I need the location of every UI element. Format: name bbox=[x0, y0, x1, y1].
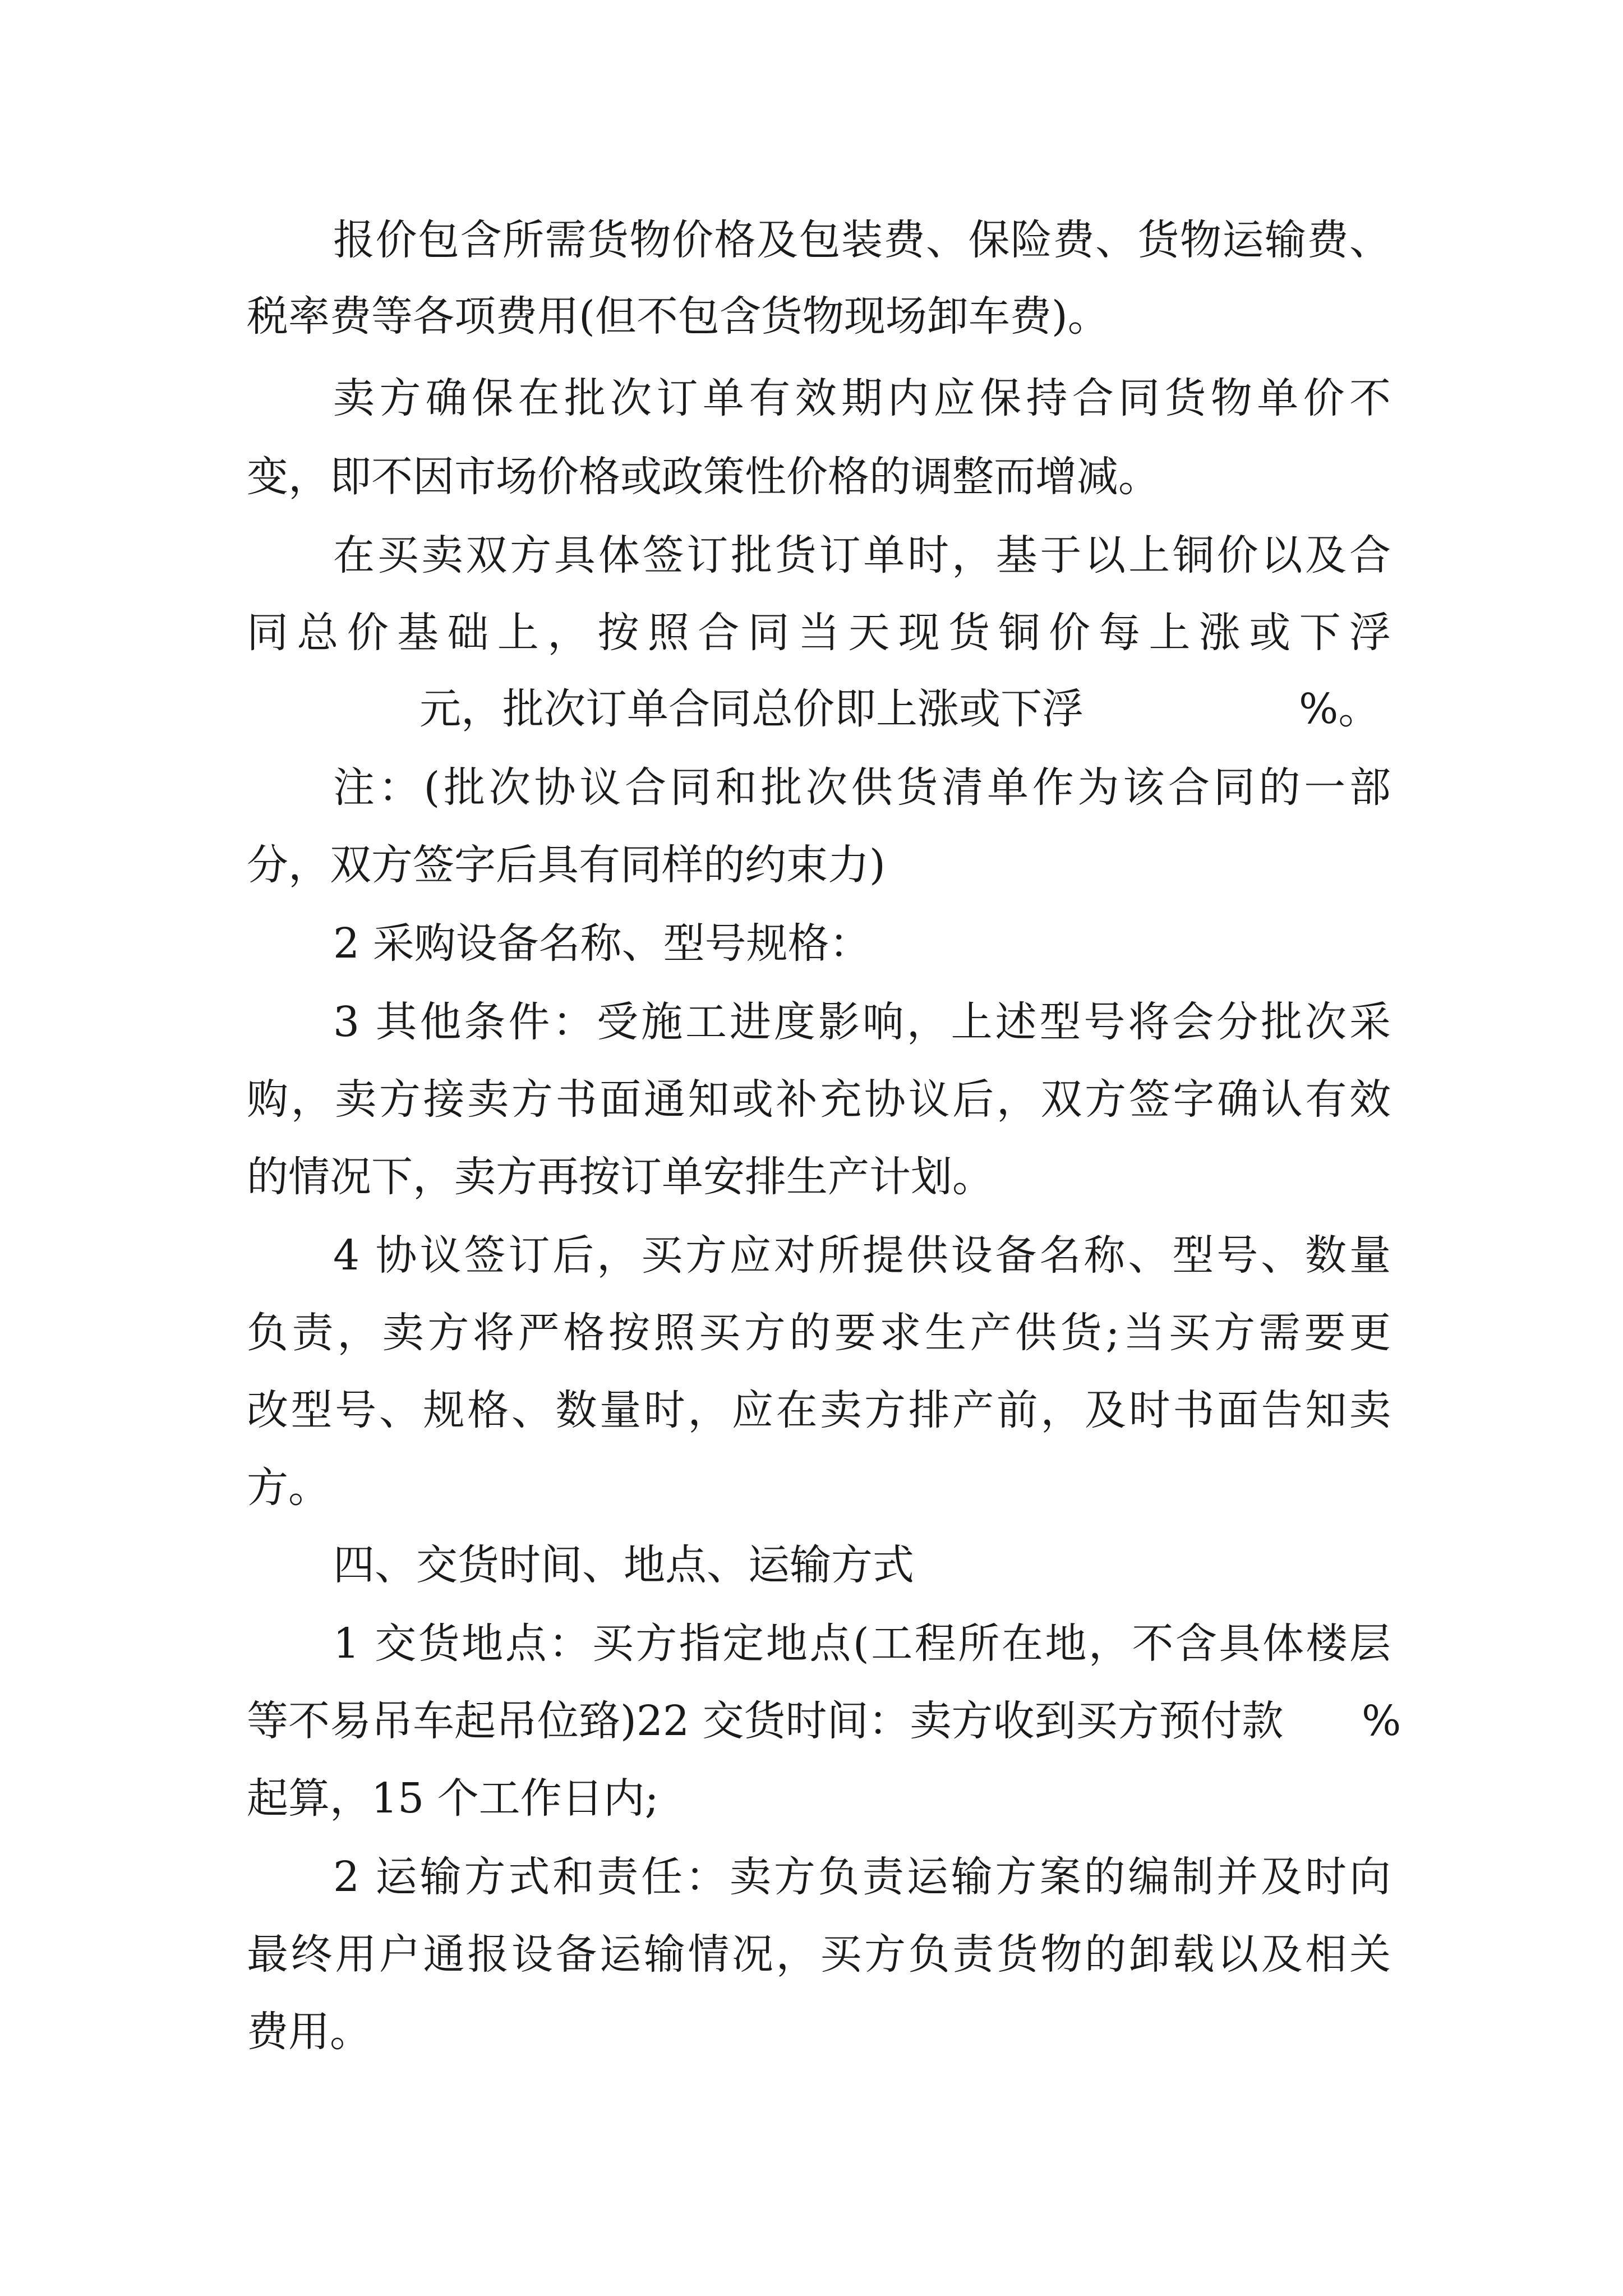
delivery-line-1: 1 交货地点：买方指定地点(工程所在地，不含具体楼层 bbox=[333, 1619, 1391, 1668]
price-percent-mark: %。 bbox=[1299, 685, 1380, 733]
transport-line-3: 费用。 bbox=[247, 2008, 371, 2056]
item-2-heading: 2 采购设备名称、型号规格： bbox=[333, 919, 871, 968]
item-4-line-3: 改型号、规格、数量时，应在卖方排产前，及时书面告知卖 bbox=[247, 1386, 1391, 1434]
transport-line-1: 2 运输方式和责任：卖方负责运输方案的编制并及时向 bbox=[333, 1853, 1391, 1901]
section-4-heading: 四、交货时间、地点、运输方式 bbox=[333, 1541, 914, 1589]
paragraph-line-3: 卖方确保在批次订单有效期内应保持合同货物单价不 bbox=[333, 374, 1391, 422]
item-4-line-1: 4 协议签订后，买方应对所提供设备名称、型号、数量 bbox=[333, 1231, 1391, 1280]
item-4-line-4: 方。 bbox=[247, 1464, 330, 1512]
paragraph-line-1: 报价包含所需货物价格及包装费、保险费、货物运输费、 bbox=[333, 216, 1391, 264]
price-clause-text: 元，批次订单合同总价即上涨或下浮 bbox=[419, 685, 1083, 733]
item-3-line-1: 3 其他条件：受施工进度影响，上述型号将会分批次采 bbox=[333, 998, 1391, 1046]
item-3-line-2: 购，卖方接卖方书面通知或补充协议后，双方签字确认有效 bbox=[247, 1075, 1391, 1124]
item-3-line-3: 的情况下，卖方再按订单安排生产计划。 bbox=[247, 1153, 994, 1201]
transport-line-2: 最终用户通报设备运输情况，买方负责货物的卸载以及相关 bbox=[247, 1930, 1391, 1978]
delivery-line-3: 起算，15 个工作日内; bbox=[247, 1774, 659, 1823]
delivery-percent-mark: % bbox=[1362, 1697, 1401, 1745]
paragraph-line-2: 税率费等各项费用(但不包含货物现场卸车费)。 bbox=[247, 292, 1109, 341]
paragraph-line-6: 同总价基础上，按照合同当天现货铜价每上涨或下浮 bbox=[247, 609, 1391, 657]
item-4-line-2: 负责，卖方将严格按照买方的要求生产供货;当买方需要更 bbox=[247, 1309, 1391, 1357]
delivery-line-2: 等不易吊车起吊位臵)22 交货时间：卖方收到买方预付款 bbox=[247, 1697, 1284, 1745]
paragraph-line-4: 变，即不因市场价格或政策性价格的调整而增减。 bbox=[247, 453, 1160, 501]
note-line-1: 注：(批次协议合同和批次供货清单作为该合同的一部 bbox=[333, 763, 1391, 812]
paragraph-line-5: 在买卖双方具体签订批货订单时，基于以上铜价以及合 bbox=[333, 531, 1391, 579]
note-line-2: 分，双方签字后具有同样的约束力) bbox=[247, 841, 886, 889]
